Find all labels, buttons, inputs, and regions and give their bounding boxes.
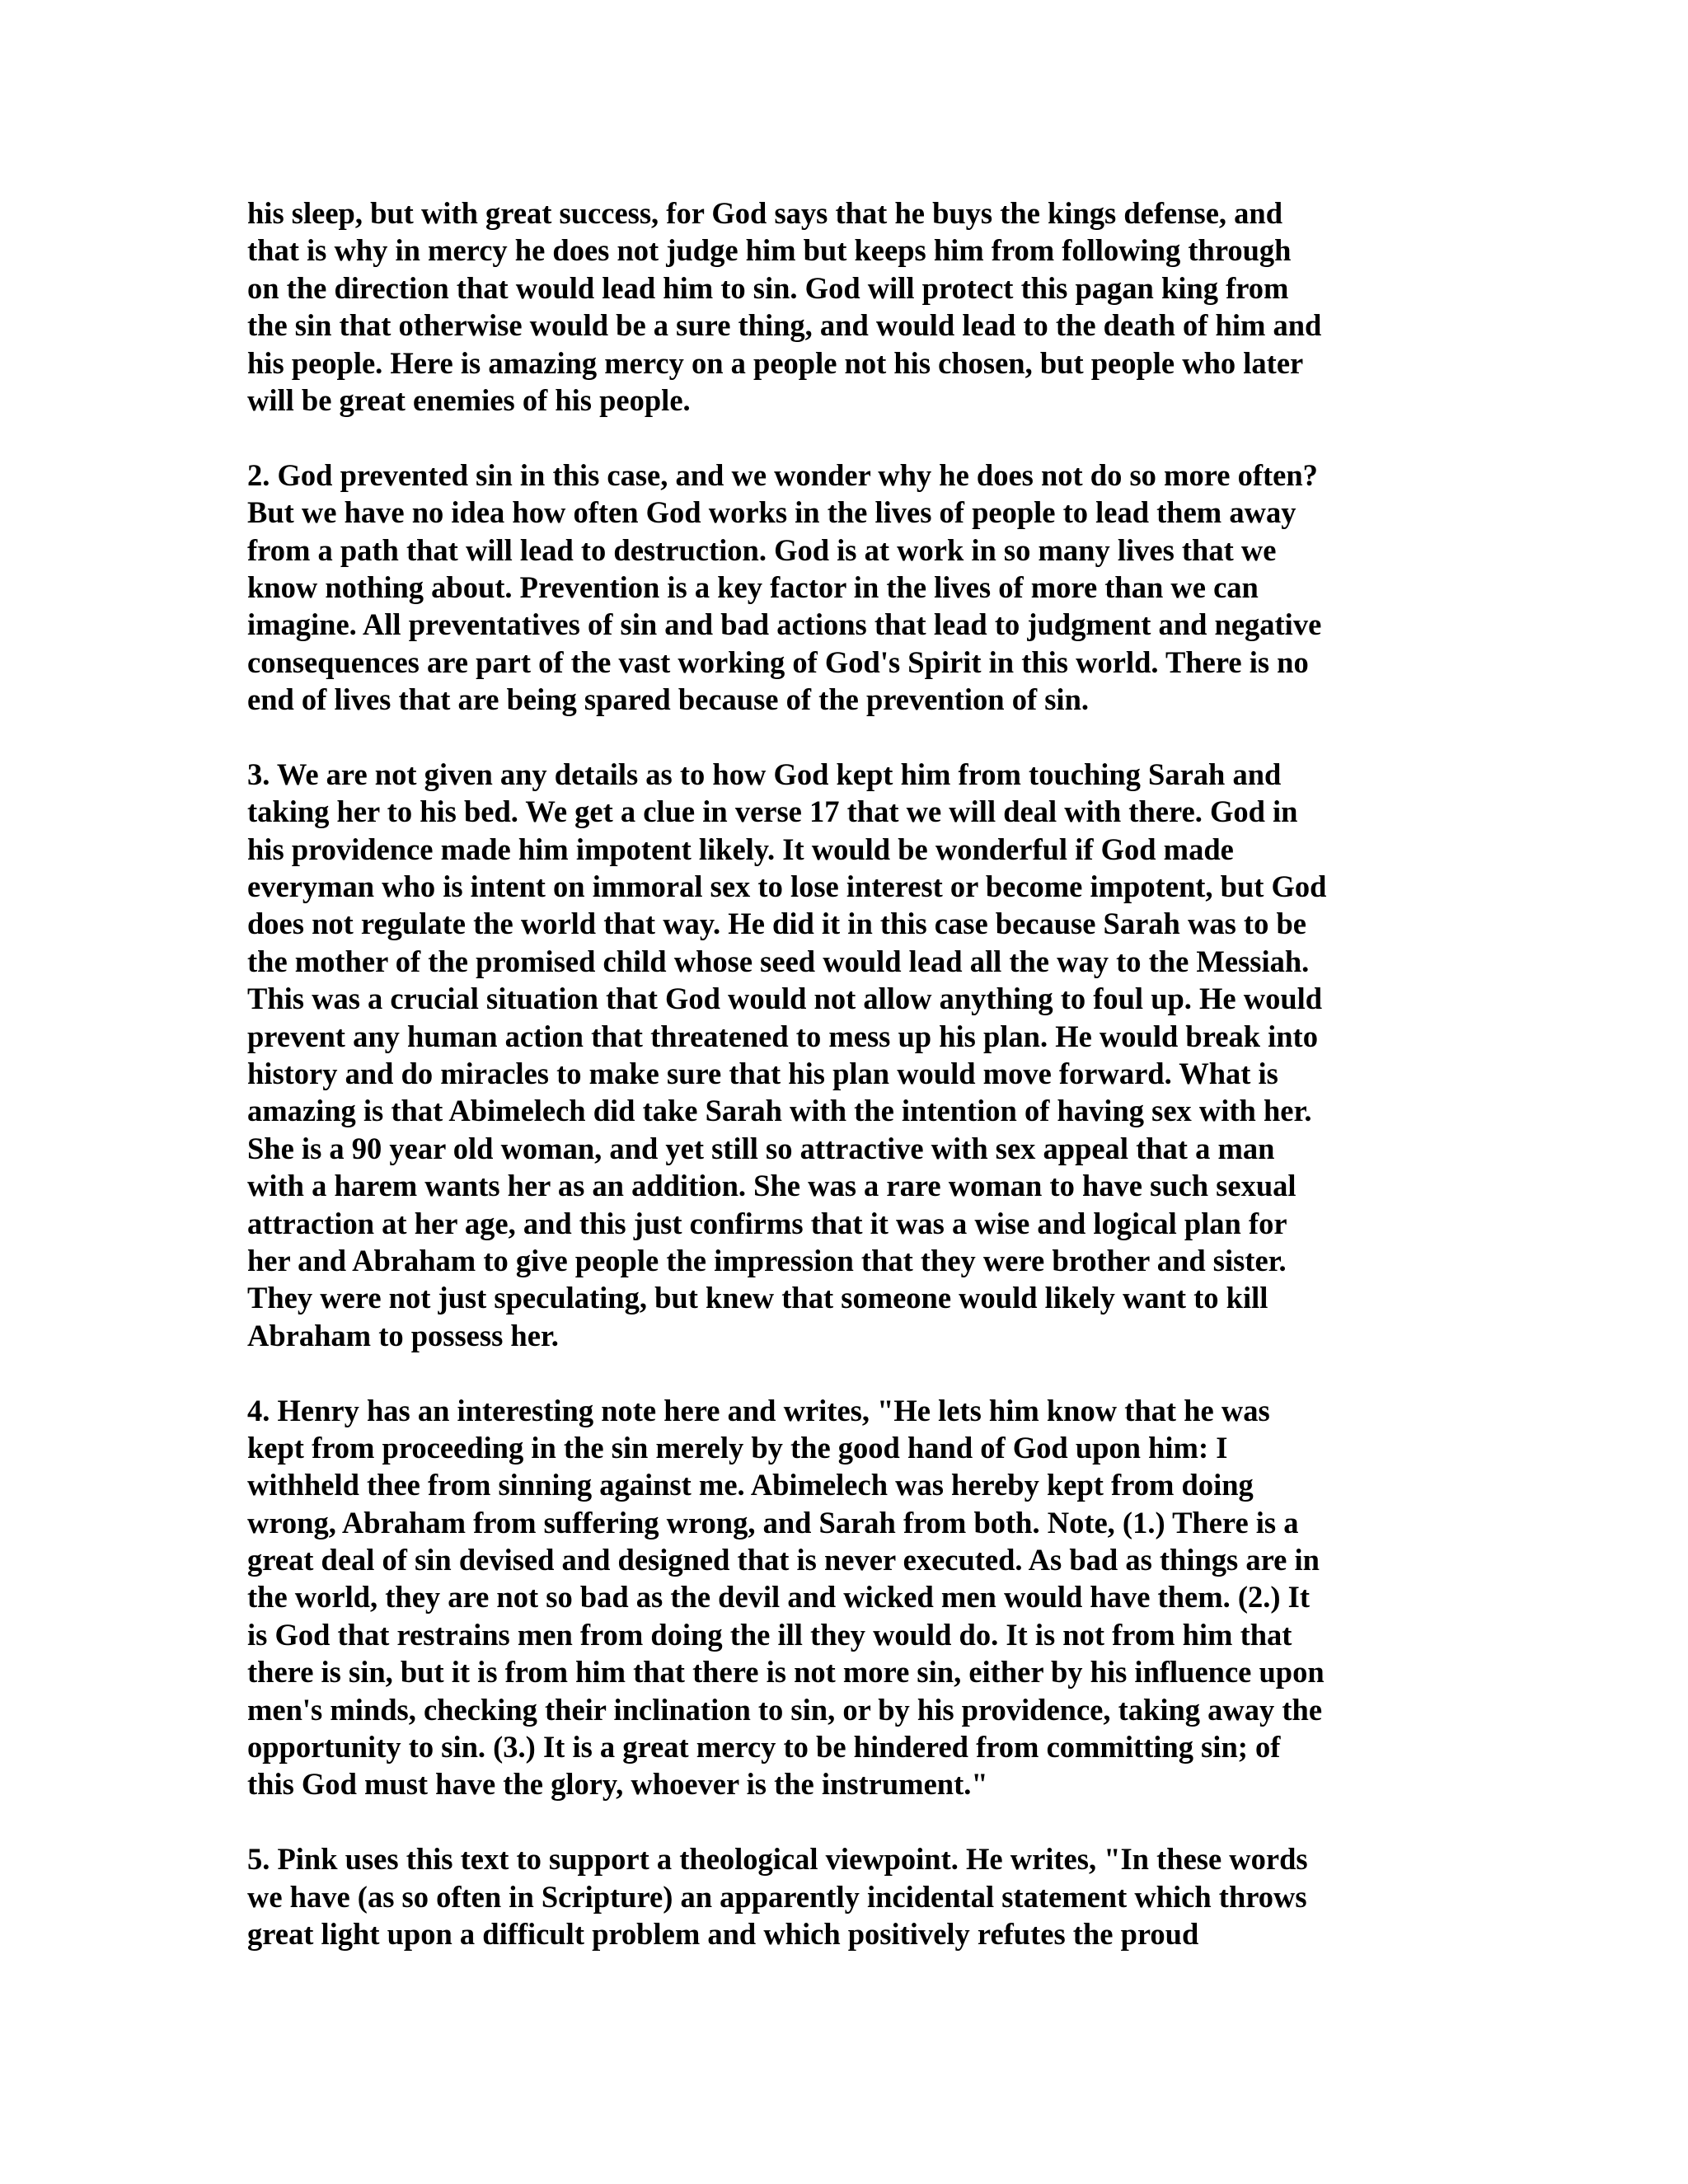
text-line: taking her to his bed. We get a clue in verse 17 that we will deal with there. God in	[247, 794, 1298, 829]
text-line: wrong, Abraham from suffering wrong, and Sarah from both. Note, (1.) There is a	[247, 1505, 1299, 1540]
text-line: we have (as so often in Scripture) an apparently incidental statement which throws	[247, 1879, 1307, 1914]
text-line: history and do miracles to make sure that his plan would move forward. What is	[247, 1056, 1278, 1090]
paragraph-point-3	[247, 756, 1451, 1354]
text-line: kept from proceeding in the sin merely by the good hand of God upon him: I	[247, 1430, 1228, 1465]
text-line: They were not just speculating, but knew that someone would likely want to kill	[247, 1281, 1268, 1315]
text-line: is God that restrains men from doing the ill they would do. It is not from him that	[247, 1617, 1292, 1652]
text-line: men's minds, checking their inclination to sin, or by his providence, taking away the	[247, 1692, 1323, 1727]
text-line: imagine. All preventatives of sin and bad actions that lead to judgment and negative	[247, 607, 1322, 642]
text-line: 4. Henry has an interesting note here and writes, "He lets him know that he was	[247, 1393, 1270, 1427]
text-line: Abraham to possess her.	[247, 1318, 559, 1352]
text-line: She is a 90 year old woman, and yet still so attractive with sex appeal that a man	[247, 1131, 1275, 1165]
text-line: from a path that will lead to destruction. God is at work in so many lives that we	[247, 532, 1277, 567]
text-line: this God must have the glory, whoever is the instrument."	[247, 1767, 988, 1802]
text-line: amazing is that Abimelech did take Sarah with the intention of having sex with her.	[247, 1094, 1312, 1128]
text-line: great light upon a difficult problem and which positively refutes the proud	[247, 1916, 1199, 1951]
text-line: This was a crucial situation that God would not allow anything to foul up. He would	[247, 982, 1323, 1016]
text-line: 3. We are not given any details as to how God kept him from touching Sarah and	[247, 757, 1282, 791]
text-line: his people. Here is amazing mercy on a people not his chosen, but people who later	[247, 345, 1304, 380]
text-line: attraction at her age, and this just confirms that it was a wise and logical plan for	[247, 1206, 1287, 1240]
text-line: know nothing about. Prevention is a key factor in the lives of more than we can	[247, 569, 1259, 604]
text-line: there is sin, but it is from him that there is not more sin, either by his influence upon	[247, 1655, 1325, 1690]
text-line: the mother of the promised child whose seed would lead all the way to the Messiah.	[247, 944, 1310, 978]
text-line: will be great enemies of his people.	[247, 382, 691, 417]
text-line: 2. God prevented sin in this case, and we wonder why he does not do so more often?	[247, 457, 1318, 492]
text-line: his sleep, but with great success, for God says that he buys the kings defense, and	[247, 196, 1283, 230]
text-line: everyman who is intent on immoral sex to lose interest or become impotent, but God	[247, 869, 1327, 904]
text-line: consequences are part of the vast working of God's Spirit in this world. There is no	[247, 644, 1309, 679]
paragraph-continuation	[247, 194, 1451, 419]
text-line: with a harem wants her as an addition. She was a rare woman to have such sexual	[247, 1169, 1296, 1203]
text-line: the world, they are not so bad as the devil and wicked men would have them. (2.) It	[247, 1580, 1311, 1615]
text-line: withheld thee from sinning against me. Abimelech was hereby kept from doing	[247, 1468, 1254, 1502]
text-line: the sin that otherwise would be a sure thing, and would lead to the death of him and	[247, 308, 1322, 343]
text-line: her and Abraham to give people the impression that they were brother and sister.	[247, 1243, 1287, 1277]
text-line: on the direction that would lead him to sin. God will protect this pagan king from	[247, 270, 1289, 305]
paragraph-point-2	[247, 457, 1451, 719]
text-line: great deal of sin devised and designed that is never executed. As bad as things are in	[247, 1543, 1320, 1577]
text-line: But we have no idea how often God works in the lives of people to lead them away	[247, 495, 1296, 530]
text-line: opportunity to sin. (3.) It is a great mercy to be hindered from committing sin; of	[247, 1730, 1281, 1765]
text-line: end of lives that are being spared because of the prevention of sin.	[247, 682, 1090, 717]
text-line: prevent any human action that threatened to mess up his plan. He would break into	[247, 1019, 1318, 1053]
paragraph-point-5	[247, 1840, 1451, 1952]
text-line: that is why in mercy he does not judge him but keeps him from following through	[247, 233, 1292, 268]
text-line: his providence made him impotent likely. It would be wonderful if God made	[247, 832, 1234, 866]
paragraph-point-4	[247, 1392, 1451, 1803]
document-body	[247, 194, 1451, 1990]
text-line: 5. Pink uses this text to support a theological viewpoint. He writes, "In these words	[247, 1842, 1308, 1877]
text-line: does not regulate the world that way. He did it in this case because Sarah was to be	[247, 907, 1306, 941]
